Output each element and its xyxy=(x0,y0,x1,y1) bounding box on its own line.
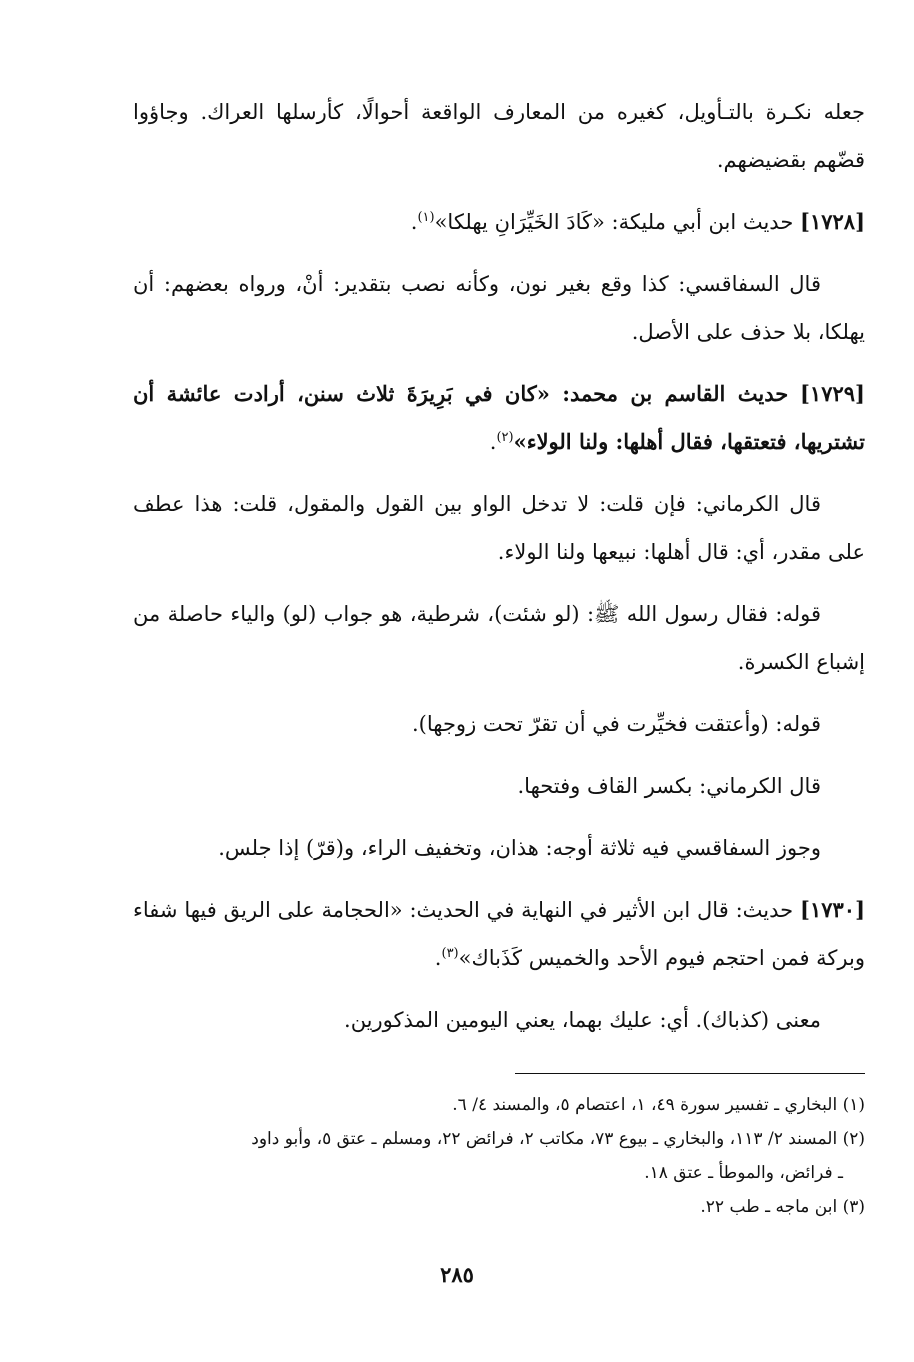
paragraph-text: قال الكرماني: بكسر القاف وفتحها. xyxy=(517,774,821,798)
paragraph-text: قال الكرماني: فإن قلت: لا تدخل الواو بين القول والمقول، قلت: هذا عطف على مقدر، أي: قال أهلها: نبيعها ولنا الولاء. xyxy=(133,492,865,564)
paragraph-1 xyxy=(133,88,865,184)
footnotes xyxy=(140,1088,865,1224)
paragraph-tail: . xyxy=(410,210,418,234)
commentary-1729-d xyxy=(133,762,865,810)
commentary-1729-c xyxy=(133,700,865,748)
commentary-1729-e xyxy=(133,824,865,872)
paragraph-text: قال السفاقسي: كذا وقع بغير نون، وكأنه نصب بتقدير: أنْ، ورواه بعضهم: أن يهلكا، بلا حذف على الأصل. xyxy=(133,272,865,344)
footnote-marker-1[interactable]: (١) xyxy=(417,210,435,225)
paragraph-tail: . xyxy=(489,430,497,454)
commentary-1729-b xyxy=(133,590,865,686)
footnote-3: (٣) ابن ماجه ـ طب ٢٢. xyxy=(700,1197,865,1217)
commentary-1729-a xyxy=(133,480,865,576)
footnote-2: (٢) المسند ٢/ ١١٣، والبخاري ـ بيوع ٧٣، مكاتب ٢، فرائض ٢٢، ومسلم ـ عتق ٥، وأبو داود xyxy=(251,1129,865,1149)
paragraph-text: جعله نكـرة بالتـأويل، كغيره من المعارف الواقعة أحوالًا، كأرسلها العراك. وجاؤوا قضّهم بقضيضهم. xyxy=(133,100,865,172)
commentary-1728 xyxy=(133,260,865,356)
footnote-divider xyxy=(515,1073,865,1074)
hadith-text: حديث القاسم بن محمد: «كان في بَرِيرَةَ ثلاث سنن، أرادت عائشة أن تشتريها، فتعتقها، فقال أهلها: ولنا الولاء» xyxy=(133,381,865,454)
hadith-number: [١٧٣٠] xyxy=(800,897,865,922)
paragraph-text: وجوز السفاقسي فيه ثلاثة أوجه: هذان، وتخفيف الراء، و(قرّ) إذا جلس. xyxy=(218,836,821,860)
hadith-1728 xyxy=(133,198,865,246)
paragraph-text: قوله: فقال رسول الله ﷺ: (لو شئت)، شرطية، هو جواب (لو) والياء حاصلة من إشباع الكسرة. xyxy=(133,602,865,674)
hadith-number: [١٧٢٨] xyxy=(800,209,865,234)
hadith-1730 xyxy=(133,886,865,982)
paragraph-text: قوله: (وأعتقت فخيِّرت في أن تقرّ تحت زوجها). xyxy=(412,712,821,736)
paragraph-tail: . xyxy=(434,946,442,970)
footnote-marker-3[interactable]: (٣) xyxy=(441,946,459,961)
paragraph-text: معنى (كذباك). أي: عليك بهما، يعني اليومين المذكورين. xyxy=(344,1008,821,1032)
hadith-text: حديث: قال ابن الأثير في النهاية في الحديث: «الحجامة على الريق فيها شفاء وبركة فمن احتجم فيوم الأحد والخميس كَذَباك» xyxy=(133,898,865,970)
footnote-2-continued: ـ فرائض، والموطأ ـ عتق ١٨. xyxy=(644,1163,843,1183)
hadith-number: [١٧٢٩] xyxy=(799,381,865,406)
commentary-1730 xyxy=(133,996,865,1044)
hadith-text: حديث ابن أبي مليكة: «كَادَ الخَيِّرَانِ يهلكا» xyxy=(434,210,794,234)
footnote-1: (١) البخاري ـ تفسير سورة ٤٩، ١، اعتصام ٥، والمسند ٤/ ٦. xyxy=(452,1095,865,1115)
hadith-1729 xyxy=(133,370,865,466)
page-number: ٢٨٥ xyxy=(440,1262,474,1287)
footnote-marker-2[interactable]: (٢) xyxy=(496,430,514,445)
main-text xyxy=(133,88,865,1058)
